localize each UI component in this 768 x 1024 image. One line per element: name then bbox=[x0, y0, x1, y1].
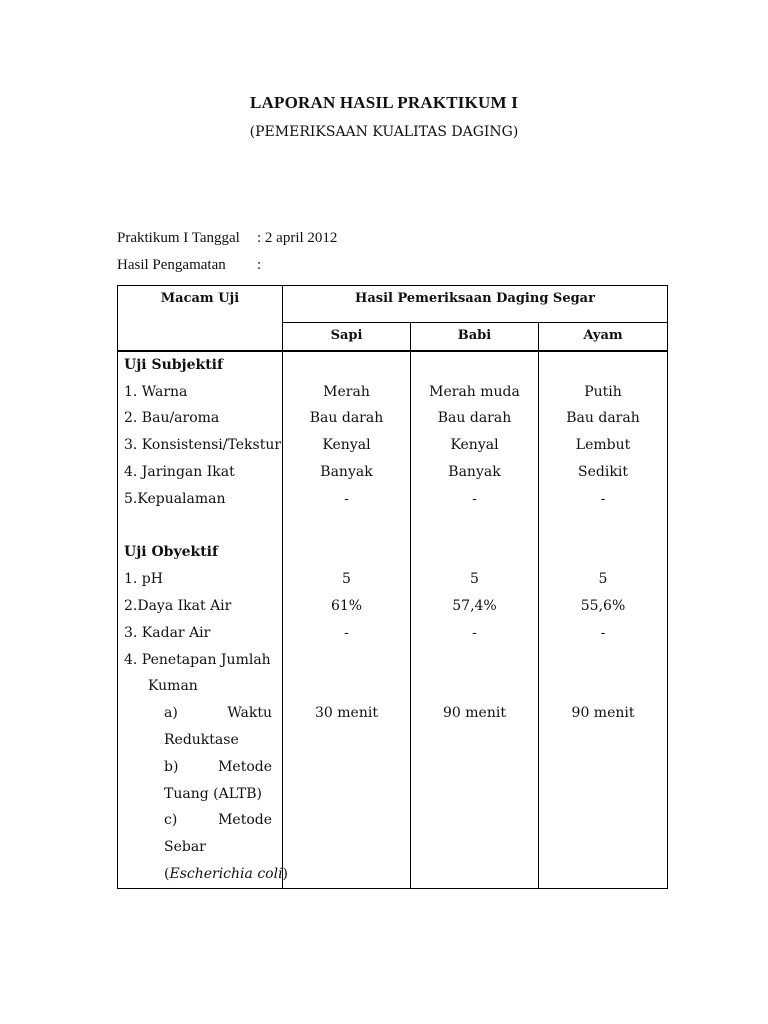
row-label: 1. Warna bbox=[124, 383, 188, 400]
cell-value: 90 menit bbox=[571, 705, 635, 722]
document-title: LAPORAN HASIL PRAKTIKUM I bbox=[249, 93, 519, 112]
cell-value: - bbox=[472, 490, 477, 507]
blank-cell bbox=[545, 647, 661, 674]
row-label: 3. Konsistensi/Tekstur bbox=[124, 437, 282, 454]
subitem-marker: a) bbox=[164, 705, 178, 722]
meta-observation-row bbox=[117, 257, 261, 274]
blank-cell bbox=[545, 352, 661, 379]
meta-observation-label: Hasil Pengamatan bbox=[117, 257, 226, 273]
blank-cell bbox=[417, 352, 532, 379]
cell-value: 61% bbox=[330, 597, 363, 614]
cell-value: Merah bbox=[323, 383, 370, 400]
subitem-marker: c) bbox=[164, 812, 178, 829]
ayam-column bbox=[539, 351, 668, 888]
header-group: Hasil Pemeriksaan Daging Segar bbox=[283, 286, 668, 323]
cell-value: Lembut bbox=[575, 437, 631, 454]
subitem-b-line2: Tuang (ALTB) bbox=[164, 785, 262, 802]
subitem-marker: b) bbox=[164, 758, 179, 775]
cell-value: Putih bbox=[584, 383, 622, 400]
cell-value: 55,6% bbox=[580, 597, 626, 614]
subitem-word: Metode bbox=[218, 758, 272, 775]
header-col-ayam: Ayam bbox=[539, 323, 668, 351]
row-label: 2. Bau/aroma bbox=[124, 410, 220, 427]
meta-observation-value: : bbox=[257, 257, 262, 273]
cell-value: Merah muda bbox=[429, 383, 520, 400]
paren-close: ) bbox=[282, 865, 289, 882]
blank-cell bbox=[289, 539, 404, 566]
meta-date-value: : 2 april 2012 bbox=[257, 230, 338, 246]
blank-cell bbox=[289, 647, 404, 674]
cell-value: Kenyal bbox=[450, 437, 499, 454]
row-label: Kuman bbox=[148, 678, 198, 695]
cell-value: - bbox=[344, 490, 349, 507]
cell-value: 5 bbox=[342, 571, 351, 588]
cell-value: Banyak bbox=[448, 463, 501, 480]
sapi-column bbox=[283, 351, 411, 888]
document-subtitle: (PEMERIKSAAN KUALITAS DAGING) bbox=[249, 124, 519, 140]
cell-value: 5 bbox=[598, 571, 608, 588]
subitem-a-line2: Reduktase bbox=[164, 731, 239, 748]
blank-cell bbox=[289, 673, 404, 700]
cell-value: Bau darah bbox=[437, 410, 512, 427]
cell-value: 30 menit bbox=[315, 705, 378, 722]
cell-value: Bau darah bbox=[566, 410, 640, 427]
results-table bbox=[117, 285, 668, 889]
meta-date-row bbox=[117, 230, 337, 247]
blank-cell bbox=[289, 352, 404, 379]
table-body-row bbox=[118, 351, 668, 888]
subitem-word: Waktu bbox=[227, 705, 272, 722]
cell-value: Bau darah bbox=[309, 410, 384, 427]
cell-value: 5 bbox=[470, 571, 479, 588]
paren-open: ( bbox=[164, 865, 170, 882]
cell-value: - bbox=[472, 624, 477, 641]
section-obyektif-title: Uji Obyektif bbox=[124, 544, 219, 561]
babi-column bbox=[411, 351, 539, 888]
header-row bbox=[118, 286, 668, 323]
cell-value: Banyak bbox=[320, 463, 373, 480]
header-col-sapi: Sapi bbox=[283, 323, 411, 351]
spacer bbox=[124, 513, 276, 540]
row-label: 2.Daya Ikat Air bbox=[124, 597, 232, 614]
row-label: 4. Jaringan Ikat bbox=[124, 463, 235, 480]
cell-value: 57,4% bbox=[452, 597, 497, 614]
cell-value: - bbox=[344, 624, 349, 641]
blank-cell bbox=[417, 513, 532, 540]
blank-cell bbox=[545, 513, 661, 540]
label-column bbox=[118, 351, 289, 888]
row-label: 3. Kadar Air bbox=[124, 624, 211, 641]
row-label: 1. pH bbox=[124, 571, 163, 588]
blank-cell bbox=[417, 539, 532, 566]
subitem-b bbox=[124, 754, 276, 781]
subitem-c bbox=[124, 807, 276, 834]
subitem-word: Metode bbox=[218, 812, 272, 829]
subitem-a bbox=[124, 700, 276, 727]
cell-value: - bbox=[600, 624, 606, 641]
blank-cell bbox=[289, 513, 404, 540]
cell-value: Sedikit bbox=[578, 463, 628, 480]
cell-value: - bbox=[600, 490, 606, 507]
cell-value: 90 menit bbox=[443, 705, 506, 722]
organism-name: Escherichia coli bbox=[169, 865, 283, 882]
header-macam-uji: Macam Uji bbox=[118, 286, 283, 351]
blank-cell bbox=[417, 673, 532, 700]
blank-cell bbox=[545, 539, 661, 566]
subitem-c-line2: Sebar bbox=[164, 839, 206, 856]
blank-cell bbox=[417, 647, 532, 674]
cell-value: Kenyal bbox=[322, 437, 371, 454]
blank-cell bbox=[545, 673, 661, 700]
row-label: 4. Penetapan Jumlah bbox=[124, 651, 271, 668]
header-col-babi: Babi bbox=[411, 323, 539, 351]
section-subjektif-title: Uji Subjektif bbox=[124, 356, 224, 373]
row-label: 5.Kepualaman bbox=[124, 490, 226, 507]
subitem-c-line3 bbox=[124, 861, 289, 888]
meta-date-label: Praktikum I Tanggal bbox=[117, 230, 240, 246]
